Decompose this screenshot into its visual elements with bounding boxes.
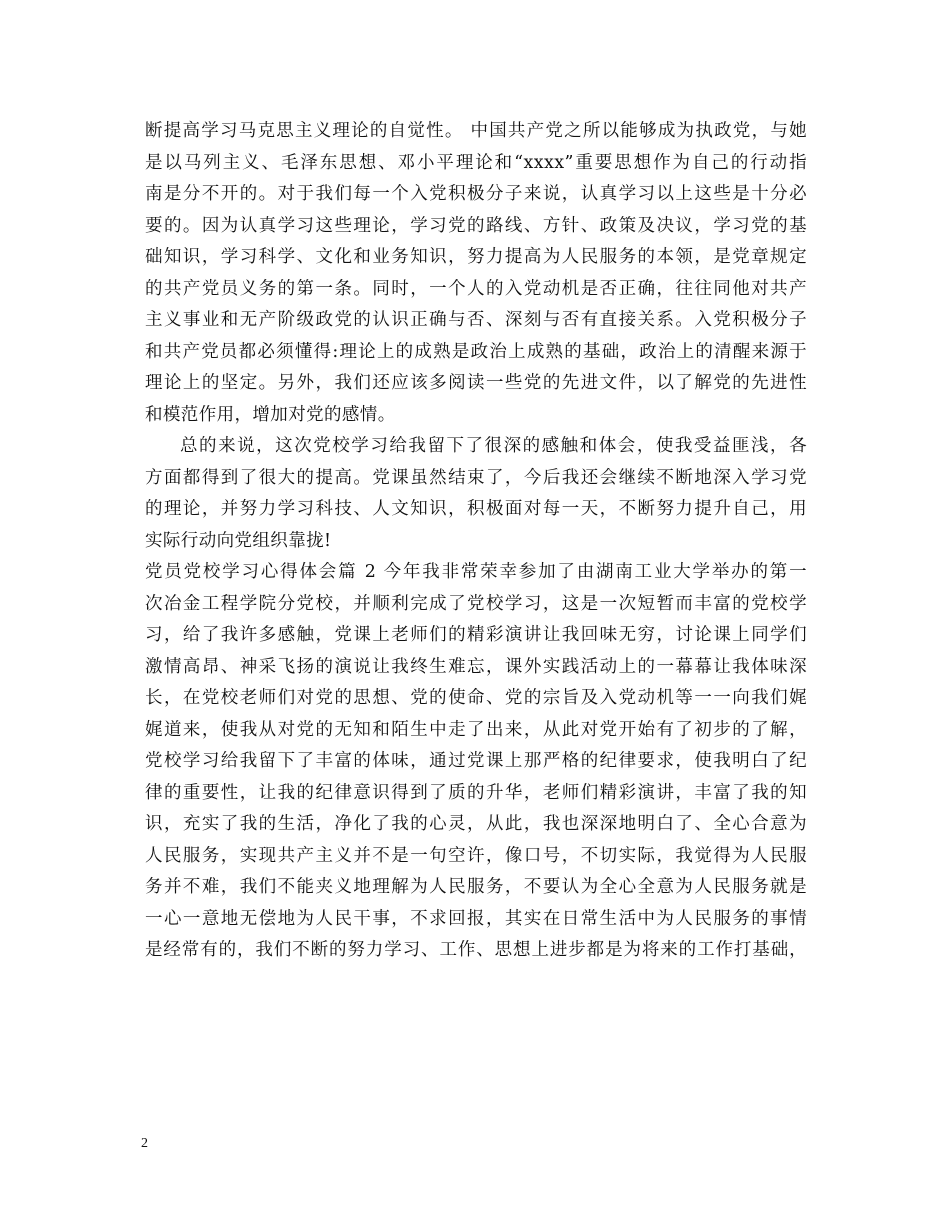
text-line: 律的重要性，让我的纪律意识得到了质的升华，老师们精彩演讲，丰富了我的知 [145,782,807,803]
text-line: 激情高昂、神采飞扬的演说让我终生难忘，课外实践活动上的一幕幕让我体味深 [145,656,807,677]
text-line: 娓道来，使我从对党的无知和陌生中走了出来，从此对党开始有了初步的了解， [145,719,807,740]
text-line: 党校学习给我留下了丰富的体味，通过党课上那严格的纪律要求，使我明白了纪 [145,751,807,771]
text-line: 和共产党员都必须懂得:理论上的成熟是政治上成熟的基础，政治上的清醒来源于 [145,341,807,362]
text-line: 一心一意地无偿地为人民干事，不求回报，其实在日常生活中为人民服务的事情 [145,908,807,929]
text-line: 和模范作用，增加对党的感情。 [145,404,396,425]
text-line: 理论上的坚定。另外，我们还应该多阅读一些党的先进文件，以了解党的先进性 [145,373,807,393]
text-line: 础知识，学习科学、文化和业务知识，努力提高为人民服务的本领，是党章规定 [145,247,807,267]
text-line: 务并不难，我们不能夹义地理解为人民服务，不要认为全心全意为人民服务就是 [145,877,807,897]
text-line: 习，给了我许多感触，党课上老师们的精彩演讲让我回味无穷，讨论课上同学们 [145,625,807,645]
text-line: 方面都得到了很大的提高。党课虽然结束了，今后我还会继续不断地深入学习党 [145,467,807,488]
document-body [145,116,807,967]
text-line: 南是分不开的。对于我们每一个入党积极分子来说，认真学习以上这些是十分必 [145,184,807,204]
text-line: 识，充实了我的生活，净化了我的心灵，从此，我也深深地明白了、全心合意为 [145,814,807,834]
text-line: 总的来说，这次党校学习给我留下了很深的感触和体会，使我受益匪浅，各 [180,436,807,456]
text-line: 党员党校学习心得体会篇 2 今年我非常荣幸参加了由湖南工业大学举办的第一 [145,562,807,582]
text-line: 的共产党员义务的第一条。同时，一个人的入党动机是否正确，往往同他对共产 [145,278,807,299]
text-line: 主义事业和无产阶级政党的认识正确与否、深刻与否有直接关系。入党积极分子 [145,310,807,330]
text-line: 长，在党校老师们对党的思想、党的使命、党的宗旨及入党动机等一一向我们娓 [145,688,807,708]
page-number: 2 [141,1136,148,1151]
text-line: 是以马列主义、毛泽东思想、邓小平理论和“xxxx”重要思想作为自己的行动指 [145,152,807,173]
text-line: 要的。因为认真学习这些理论，学习党的路线、方针、政策及决议，学习党的基 [145,215,807,236]
text-line: 的理论，并努力学习科技、人文知识，积极面对每一天，不断努力提升自己，用 [145,499,807,519]
text-line: 断提高学习马克思主义理论的自觉性。 中国共产党之所以能够成为执政党，与她 [145,121,807,141]
text-line: 实际行动向党组织靠拢! [145,530,332,551]
text-line: 次冶金工程学院分党校，并顺利完成了党校学习，这是一次短暂而丰富的党校学 [145,593,807,614]
text-line: 人民服务，实现共产主义并不是一句空许，像口号，不切实际，我觉得为人民服 [145,845,807,866]
text-line: 是经常有的，我们不断的努力学习、工作、思想上进步都是为将来的工作打基础， [145,940,807,960]
